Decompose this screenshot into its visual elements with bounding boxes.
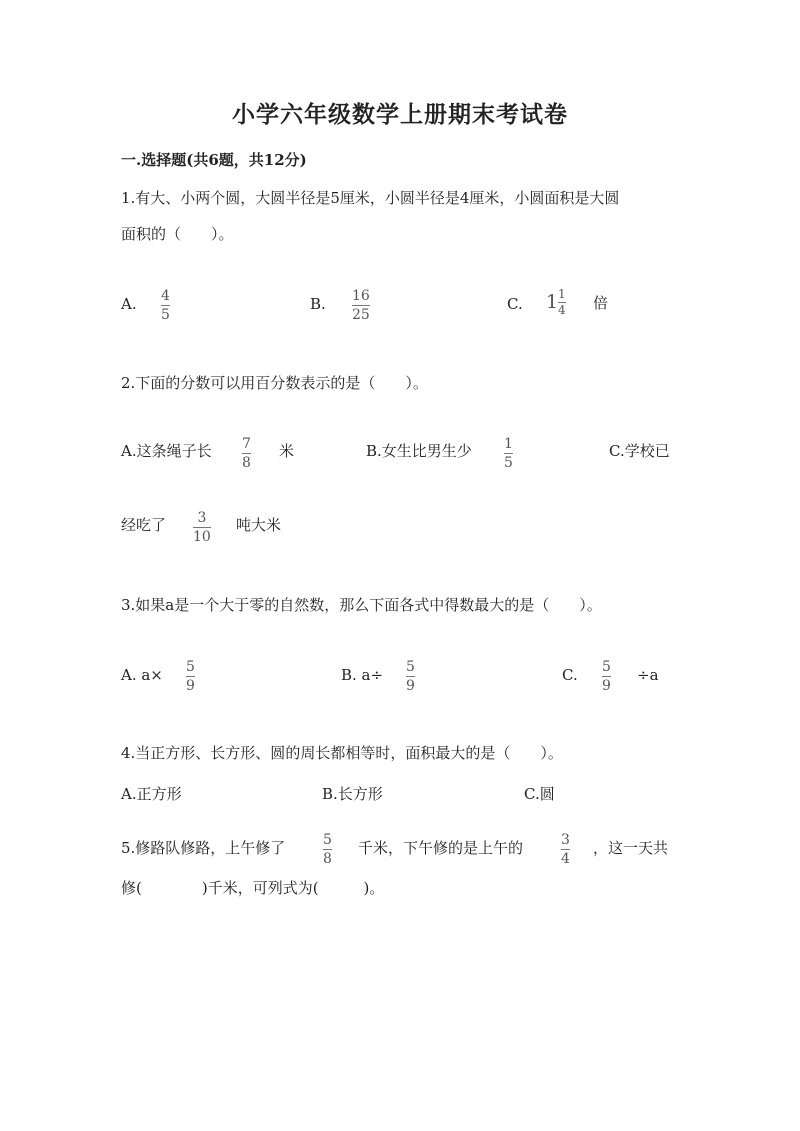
numerator: 1 [504,436,513,452]
question-5-line-2: 修( )千米，可列式为( )。 [121,879,385,897]
question-2-line-1: 2.下面的分数可以用百分数表示的是（ ）。 [121,374,428,392]
numerator: 5 [602,659,611,675]
numerator: 5 [406,659,415,675]
q1-option-c-fraction [558,288,566,317]
q1-option-c-label: C. [507,295,523,313]
numerator: 1 [558,287,566,301]
denominator: 8 [242,455,251,471]
q5-fraction-2 [561,832,570,867]
question-3-line-1: 3.如果a是一个大于零的自然数，那么下面各式中得数最大的是（ ）。 [121,596,602,614]
denominator: 5 [504,455,513,471]
q1-option-b-label: B. [310,295,326,313]
numerator: 16 [352,288,370,304]
denominator: 9 [602,678,611,694]
q4-option-c: C.圆 [524,785,555,803]
numerator: 5 [186,659,195,675]
q4-option-a: A.正方形 [121,785,182,803]
q3-option-a-fraction [186,659,195,694]
q2-option-a-fraction [242,436,251,471]
question-5-part-3: ，这一天共 [593,839,669,857]
q2-option-c-continued: 经吃了 [121,516,167,534]
q2-option-b-label: B.女生比男生少 [366,442,472,460]
numerator: 3 [561,832,570,848]
denominator: 4 [558,303,566,317]
denominator: 4 [561,851,570,867]
q2-option-a-label: A.这条绳子长 [121,442,212,460]
denominator: 8 [323,851,332,867]
denominator: 5 [161,307,170,323]
denominator: 25 [352,307,370,323]
q2-option-c-fraction [193,510,211,545]
q5-fraction-1 [323,832,332,867]
q3-option-b-label: B. a÷ [341,666,384,684]
page-title: 小学六年级数学上册期末考试卷 [232,101,568,128]
denominator: 9 [406,678,415,694]
numerator: 4 [161,288,170,304]
q3-option-c-label: C. [562,666,578,684]
q1-option-a-label: A. [121,295,137,313]
q1-option-c-whole: 1 [546,291,559,313]
numerator: 3 [197,510,207,526]
numerator: 5 [323,832,332,848]
denominator: 9 [186,678,195,694]
question-1-line-1: 1.有大、小两个圆，大圆半径是5厘米，小圆半径是4厘米，小圆面积是大圆 [121,189,620,207]
q2-option-a-suffix: 米 [279,442,295,460]
question-5-part-1: 5.修路队修路，上午修了 [121,839,286,857]
numerator: 7 [242,436,251,452]
q3-option-b-fraction [406,659,415,694]
q3-option-c-fraction [602,659,611,694]
q4-option-b: B.长方形 [322,785,383,803]
q1-option-c-suffix: 倍 [593,294,609,312]
q2-option-c-suffix: 吨大米 [236,516,282,534]
q1-option-a-fraction [161,288,170,323]
question-1-line-2: 面积的（ ）。 [121,225,234,243]
denominator: 10 [193,529,211,545]
q3-option-a-label: A. a× [121,666,163,684]
q3-option-c-suffix: ÷a [637,666,659,684]
q2-option-b-fraction [504,436,513,471]
question-5-part-2: 千米，下午修的是上午的 [358,839,524,857]
question-4-line-1: 4.当正方形、长方形、圆的周长都相等时，面积最大的是（ ）。 [121,744,563,762]
q1-option-b-fraction [352,288,370,323]
q2-option-c-label: C.学校已 [609,442,670,460]
section-heading: 一.选择题(共6题，共12分) [121,151,307,169]
